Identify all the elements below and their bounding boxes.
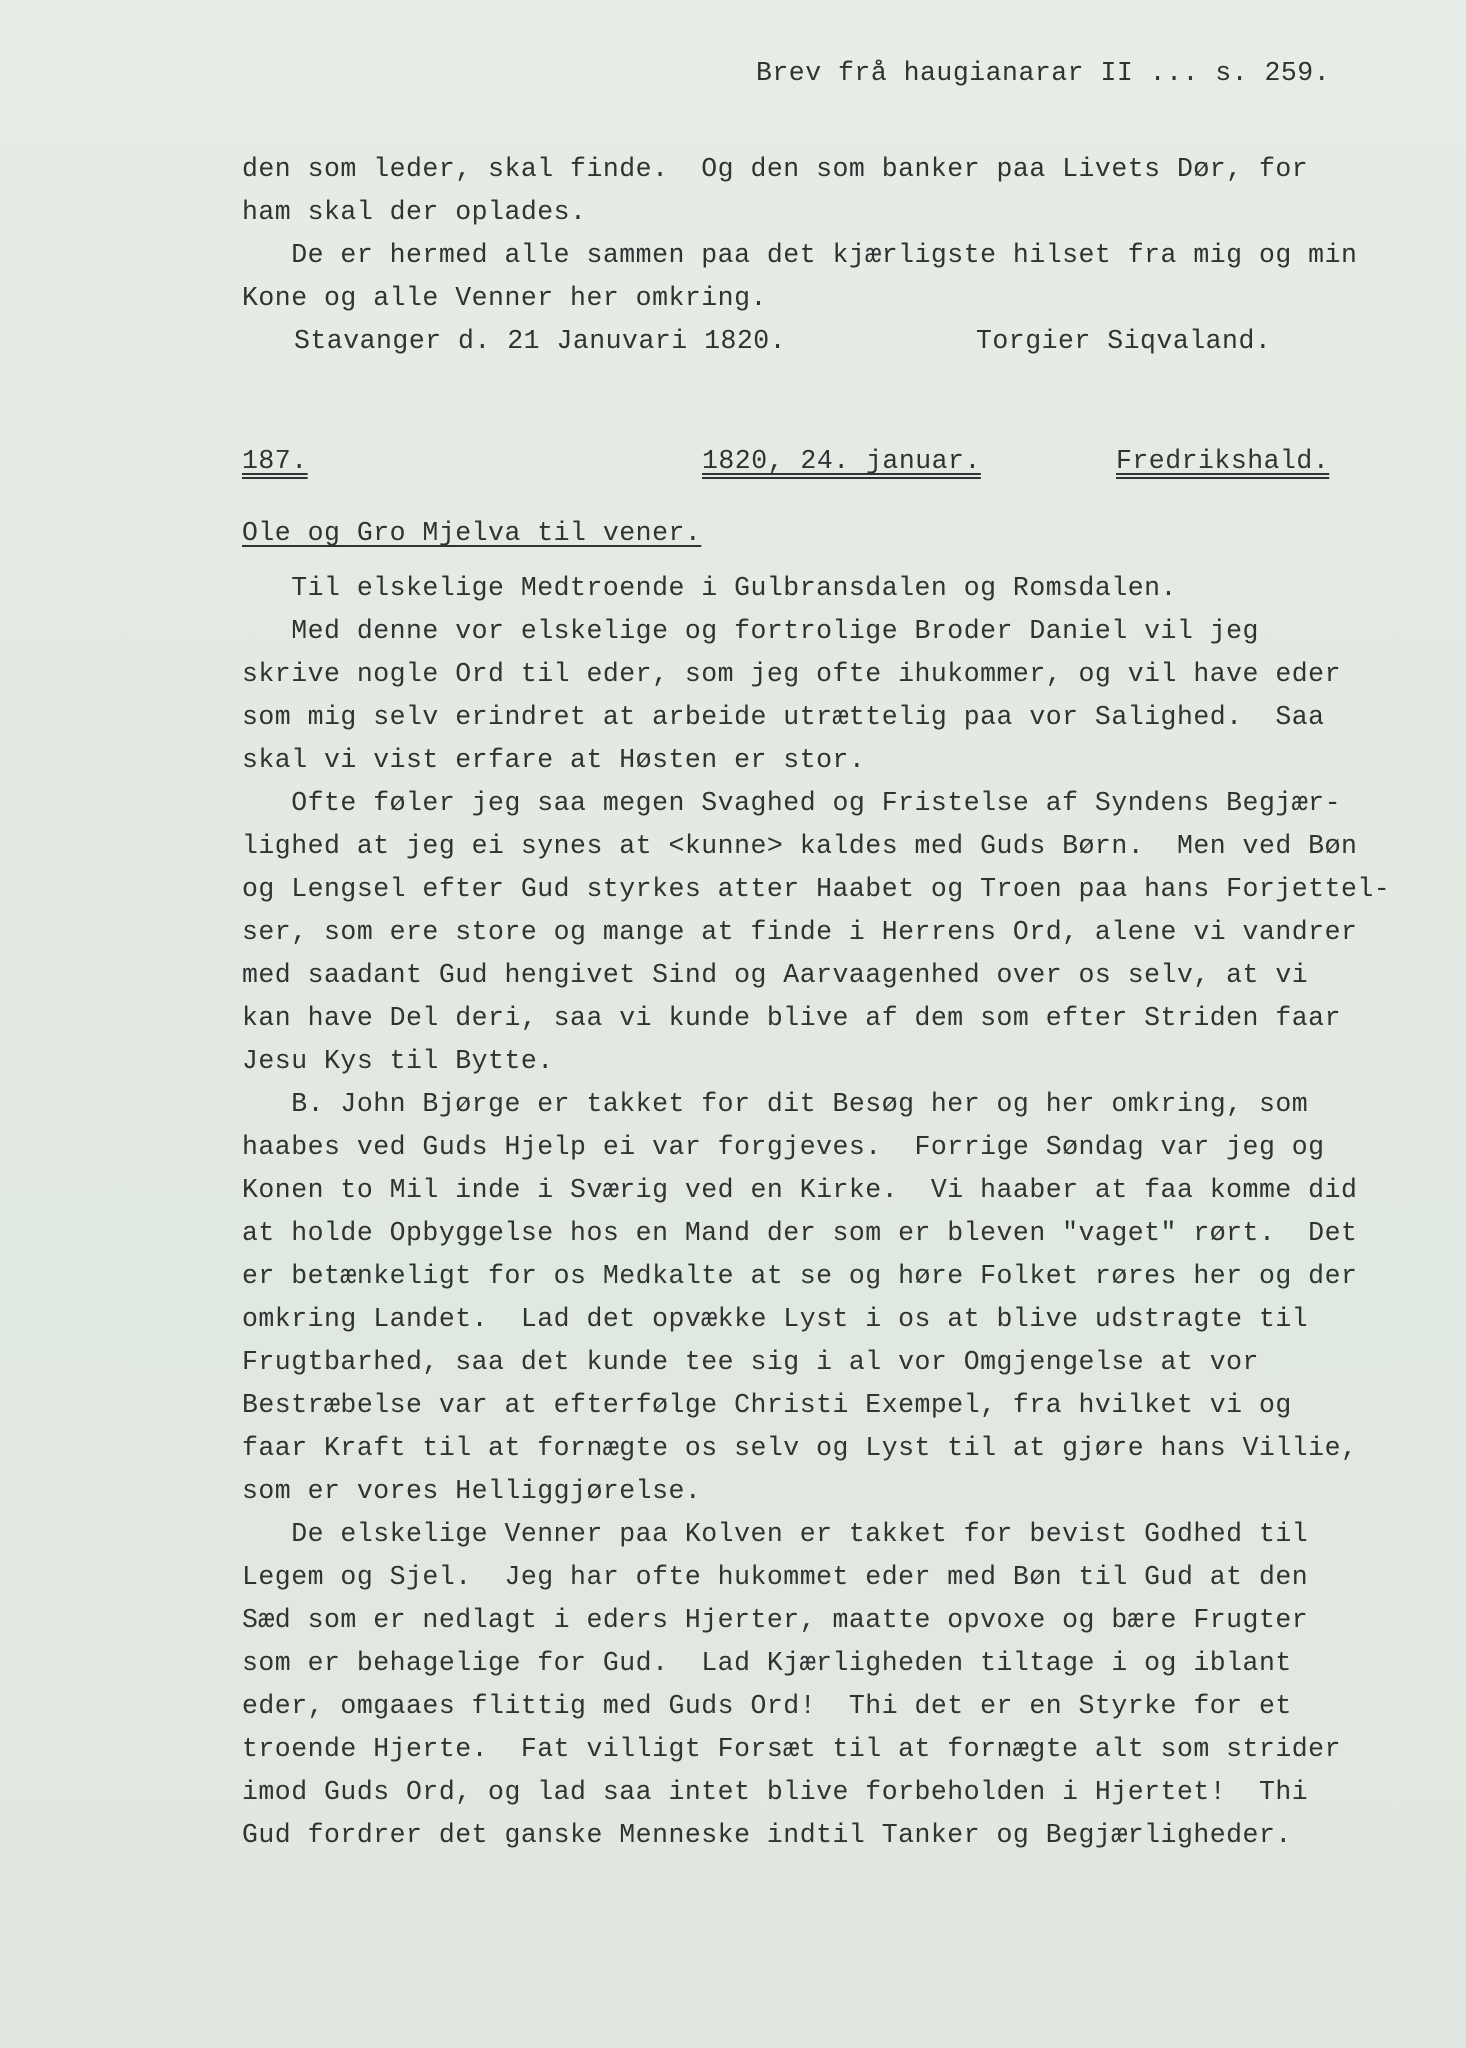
body-line: skal vi vist erfare at Høsten er stor. [242, 745, 866, 775]
closing-place-date: Stavanger d. 21 Januvari 1820. [294, 326, 787, 356]
letter-place: Fredrikshald. [1116, 446, 1330, 476]
body-line: lighed at jeg ei synes at <kunne> kaldes med Guds Børn. Men ved Bøn [242, 831, 1358, 861]
body-line: omkring Landet. Lad det opvække Lyst i os at blive udstragte til [242, 1304, 1309, 1334]
body-line: imod Guds Ord, og lad saa intet blive forbeholden i Hjertet! Thi [242, 1777, 1309, 1807]
body-line: kan have Del deri, saa vi kunde blive af dem som efter Striden faar [242, 1003, 1341, 1033]
letter-heading: Ole og Gro Mjelva til vener. [242, 518, 702, 548]
body-line: som mig selv erindret at arbeide utrættelig paa vor Salighed. Saa [242, 702, 1325, 732]
body-line: Frugtbarhed, saa det kunde tee sig i al vor Omgjengelse at vor [242, 1347, 1259, 1377]
body-line: Til elskelige Medtroende i Gulbransdalen og Romsdalen. [242, 573, 1177, 603]
page-header: Brev frå haugianarar II ... s. 259. [756, 58, 1331, 88]
closing-line-1: den som leder, skal finde. Og den som banker paa Livets Dør, for [242, 154, 1309, 184]
body-line: Legem og Sjel. Jeg har ofte hukommet eder med Bøn til Gud at den [242, 1562, 1309, 1592]
body-line: ser, som ere store og mange at finde i Herrens Ord, alene vi vandrer [242, 917, 1358, 947]
closing-line-2: ham skal der oplades. [242, 197, 587, 227]
closing-signature: Torgier Siqvaland. [976, 326, 1272, 356]
body-line: troende Hjerte. Fat villigt Forsæt til at fornægte alt som strider [242, 1734, 1341, 1764]
body-line: haabes ved Guds Hjelp ei var forgjeves. Forrige Søndag var jeg og [242, 1132, 1325, 1162]
body-line: De elskelige Venner paa Kolven er takket for bevist Godhed til [242, 1519, 1309, 1549]
body-line: Konen to Mil inde i Sværig ved en Kirke. Vi haaber at faa komme did [242, 1175, 1358, 1205]
letter-date: 1820, 24. januar. [702, 446, 981, 476]
body-line: Bestræbelse var at efterfølge Christi Exempel, fra hvilket vi og [242, 1390, 1292, 1420]
body-line: faar Kraft til at fornægte os selv og Lyst til at gjøre hans Villie, [242, 1433, 1358, 1463]
body-line: som er behagelige for Gud. Lad Kjærligheden tiltage i og iblant [242, 1648, 1292, 1678]
body-line: og Lengsel efter Gud styrkes atter Haabet og Troen paa hans Forjettel- [242, 874, 1391, 904]
closing-line-4: Kone og alle Venner her omkring. [242, 283, 767, 313]
body-line: med saadant Gud hengivet Sind og Aarvaagenhed over os selv, at vi [242, 960, 1309, 990]
body-line: skrive nogle Ord til eder, som jeg ofte ihukommer, og vil have eder [242, 659, 1341, 689]
body-line: Med denne vor elskelige og fortrolige Broder Daniel vil jeg [242, 616, 1259, 646]
body-line: B. John Bjørge er takket for dit Besøg her og her omkring, som [242, 1089, 1309, 1119]
body-line: Sæd som er nedlagt i eders Hjerter, maatte opvoxe og bære Frugter [242, 1605, 1309, 1635]
letter-number: 187. [242, 446, 308, 476]
body-line: Gud fordrer det ganske Menneske indtil Tanker og Begjærligheder. [242, 1820, 1292, 1850]
body-line: at holde Opbyggelse hos en Mand der som er bleven "vaget" rørt. Det [242, 1218, 1358, 1248]
body-line: eder, omgaaes flittig med Guds Ord! Thi det er en Styrke for et [242, 1691, 1292, 1721]
body-line: er betænkeligt for os Medkalte at se og høre Folket røres her og der [242, 1261, 1358, 1291]
body-line: Jesu Kys til Bytte. [242, 1046, 554, 1076]
body-line: Ofte føler jeg saa megen Svaghed og Fristelse af Syndens Begjær- [242, 788, 1341, 818]
body-line: som er vores Helliggjørelse. [242, 1476, 702, 1506]
closing-line-3: De er hermed alle sammen paa det kjærligste hilset fra mig og min [242, 240, 1358, 270]
